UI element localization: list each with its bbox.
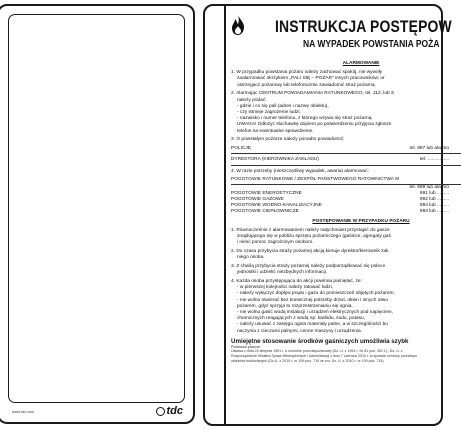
- notify-director-row: [231, 157, 461, 165]
- emergency-service-tel: 993 lub .........: [419, 209, 449, 215]
- legal-basis: [231, 345, 461, 363]
- fire-step-3: [231, 264, 461, 276]
- brand-logo-text: tdc: [166, 405, 183, 417]
- fire-step-4: [231, 279, 461, 335]
- notify-director-tel: tel. ................: [419, 157, 449, 163]
- alarm-step-2-line: - gdzie i co się pali (adres i nazwę obiektu),: [237, 103, 329, 109]
- fire-step-1-line: 1. Równocześnie z alarmowaniem należy natychmiast przystąpić do gasze: [231, 227, 390, 233]
- fire-step-3-line: 3. Z chwilą przybycia straży pożarnej należy podporządkować się polece: [231, 264, 386, 270]
- emergency-header-tel: tel. 999 lub alarmo: [409, 184, 449, 190]
- alarm-step-2: [231, 91, 461, 134]
- alarm-step-2-line: - czy istnieje zagrożenie ludzi,: [237, 110, 301, 116]
- brand-logo-icon: [156, 407, 165, 416]
- page-title: INSTRUKCJA POSTĘPOW: [275, 17, 452, 36]
- emergency-service-tel: 994 lub .........: [419, 203, 449, 209]
- emergency-service-name: POGOTOWIE WODNO-KANALIZACYJNE: [231, 203, 322, 209]
- fire-step-2-line: 2. Do czasu przybycia straży pożarnej akcją kieruje dyrektor/kierownik zak: [231, 249, 389, 255]
- fire-step-4-line: - nie wolno otwierać bez koniecznej potrzeby drzwi, okien i innych otwo: [237, 297, 388, 303]
- section-heading-fire: POSTĘPOWANIE W PRZYPADKU POŻARU: [312, 218, 410, 224]
- alarm-step-2-line: - nazwisko i numer telefonu, z którego wzywa się straż pożarną.: [237, 116, 373, 122]
- fire-step-2-line: niego osoba.: [237, 255, 265, 261]
- alarm-step-1-line: 1. W przypadku powstania pożaru należy zachować spokój, nie wywoły: [231, 70, 383, 76]
- fire-step-4-line: 4. Każda osoba przystępująca do akcji powinna pamiętać, że:: [231, 279, 362, 285]
- fire-step-1-line: znajdującego się w pobliżu sprzętu pożarniczego (gaśnice, agregaty gaś: [237, 234, 391, 240]
- fire-step-4-line: chemicznych reagujących z wodą np: karbidu, sodu, potasu,: [237, 316, 365, 322]
- emergency-service-name: POGOTOWIE GAZOWE: [231, 197, 284, 203]
- brand-logo: [156, 405, 184, 417]
- page-subtitle: NA WYPADEK POWSTANIA POŻA: [303, 39, 440, 50]
- fire-step-4-line: pożarem, gdyż sprzyja to rozprzestrzenianiu się ognia,: [237, 303, 353, 309]
- fire-instruction-signboard: [203, 4, 452, 426]
- alarm-step-1-line: ostrzegacz pożarowy lub telefonicznie zawiadomić straż pożarną.: [237, 82, 376, 88]
- alarm-step-1: [231, 70, 461, 89]
- alarm-step-1-line: zaalarmować okrzykiem „PALI SIĘ – POŻAR” innych pracowników, ur: [237, 76, 385, 82]
- emergency-service-tel: 992 lub .........: [419, 197, 449, 203]
- back-signboard-inner-frame: [8, 14, 185, 403]
- notify-police-tel: tel. 997 lub alarmo: [409, 146, 449, 152]
- flame-icon: [229, 14, 247, 36]
- alarm-step-2-line: telefon na ewentualne sprawdzenie.: [237, 128, 314, 134]
- section-heading-alarm: ALARMOWANIE: [342, 61, 380, 66]
- fire-step-1: [231, 228, 461, 247]
- fire-step-4-line: naczynia z cieczami palnymi, cenne maszyny i urządzenia.: [237, 328, 363, 334]
- emergency-service-name: POGOTOWIE CIEPŁOWNICZE: [231, 209, 299, 215]
- legal-line: Podstawa prawna:: [231, 344, 261, 349]
- alarm-step-3: 3. O powstałym pożarze należy ponadto powiadomić:: [231, 137, 345, 143]
- footer-url: www.tdc.com: [12, 410, 35, 414]
- legal-line: Ustawa z dnia 24 sierpnia 1991 r. o ochronie przeciwpożarowej (Dz. U. z 1991 r. Nr 81 poz. 351 t.j.; Dz. U. z: [231, 349, 403, 354]
- fire-step-4-line: - w pierwszej kolejności należy ratować ludzi,: [237, 285, 333, 291]
- legal-line: obiektów budowlanych (Dz.U. z 2010 r. nr 109 poz. 719 ze zm. Dz. U. z 2010 r. nr 109 poz. 719): [231, 358, 384, 363]
- emergency-service-name: POGOTOWIE ENERGETYCZNE: [231, 190, 302, 196]
- alarm-step-2-line: 2. Alarmując CENTRUM POWIADAMIANIA RATUNKOWEGO, tel. 112, lub S: [231, 91, 395, 97]
- closing-statement: Umiejętne stosowanie środków gaśniczych umożliwia szybk: [231, 337, 409, 345]
- fire-step-3-line: jednostki i udzielić niezbędnych informacji.: [237, 270, 328, 276]
- notify-police-row: [231, 146, 461, 154]
- fire-step-1-line: i niesć pomoc zagrożonym osobom.: [237, 240, 314, 246]
- alarm-step-2-line: należy podać:: [237, 97, 267, 103]
- instruction-body: [231, 58, 461, 363]
- fire-step-4-line: - należy wyłączyć dopływ prądu i gazu do pomieszczeń objętych pożarem,: [237, 291, 395, 297]
- emergency-service-row: [231, 209, 461, 215]
- side-border-line: [224, 6, 226, 424]
- emergency-header-label: POGOTOWIE RATUNKOWE / ZESPÓŁ PAŃSTWOWEGO RATOWNICTWA M: [231, 177, 400, 183]
- emergency-header-row: [231, 177, 461, 184]
- emergency-service-tel: 991 lub .........: [419, 190, 449, 196]
- notify-police-label: POLICJĘ: [231, 146, 251, 152]
- fire-step-4-line: - nie wolno gasić wodą instalacji i urządzeń elektrycznych pod napięciem,: [237, 310, 393, 316]
- back-signboard: [0, 4, 195, 424]
- legal-line: Rozporządzenie Ministra Spraw Wewnętrznych i Administracji z dnia 7 czerwca 2010 r. w sprawie ochrony przeciwpo: [231, 354, 417, 359]
- alarm-step-4: 4. W razie potrzeby (nieszczęśliwy wypadek, awaria) alarmować:: [231, 168, 369, 174]
- fire-step-2: [231, 249, 461, 261]
- fire-step-4-line: - należy usuwać z zasięgu ognia materiały palne, a w szczególności bu: [237, 322, 388, 328]
- alarm-step-2-line: UWAGA! Odłożyć słuchawkę dopiero po potwierdzeniu przyjęcia zgłosze: [237, 122, 392, 128]
- notify-director-label: DYREKTORA (KIEROWNIKA ZAKŁADU): [231, 157, 319, 163]
